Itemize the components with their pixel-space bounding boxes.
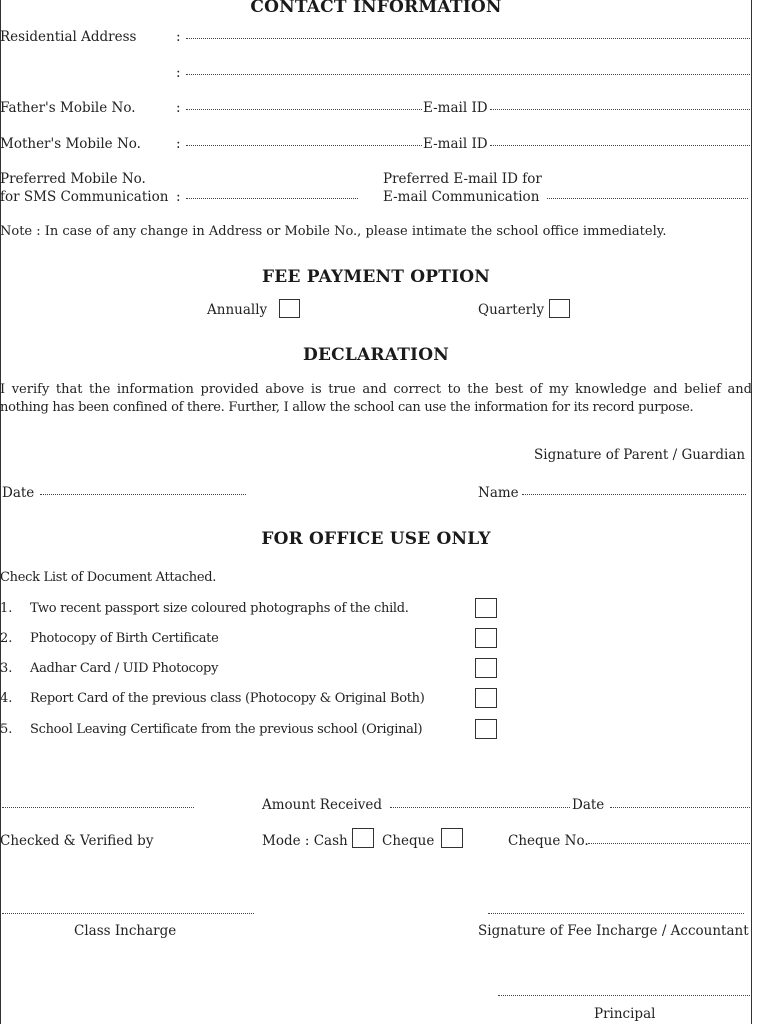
checklist-number: 3. (0, 661, 13, 676)
checklist-item-text: Two recent passport size coloured photographs of the child. (30, 601, 409, 616)
fee-incharge-label: Signature of Fee Incharge / Accountant (478, 923, 749, 939)
residential-address-line-1[interactable] (186, 38, 750, 39)
mother-email-field[interactable] (490, 145, 750, 146)
office-date-field[interactable] (610, 807, 750, 808)
colon: : (176, 29, 181, 45)
checklist-item-birth-certificate-checkbox[interactable] (475, 628, 497, 648)
colon: : (176, 65, 181, 81)
cheque-no-label: Cheque No. (508, 833, 589, 849)
checklist-item-text: Report Card of the previous class (Photocopy & Original Both) (30, 691, 425, 706)
class-incharge-signature-field[interactable] (2, 913, 254, 914)
annually-checkbox[interactable] (279, 299, 300, 318)
checked-by-signature-field[interactable] (2, 807, 194, 808)
checklist-item-aadhar-checkbox[interactable] (475, 658, 497, 678)
checklist-item-leaving-certificate-checkbox[interactable] (475, 719, 497, 739)
preferred-mobile-label-line1: Preferred Mobile No. (0, 171, 146, 187)
father-email-label: E-mail ID (423, 100, 488, 116)
checklist-number: 1. (0, 601, 13, 616)
cheque-no-field[interactable] (588, 843, 750, 844)
fee-heading: FEE PAYMENT OPTION (262, 267, 490, 287)
quarterly-label: Quarterly (478, 302, 545, 318)
preferred-email-label-line1: Preferred E-mail ID for (383, 171, 542, 187)
residential-address-label: Residential Address (0, 29, 137, 45)
colon: : (176, 189, 181, 205)
residential-address-line-2[interactable] (186, 74, 750, 75)
colon: : (176, 100, 181, 116)
checked-verified-label: Checked & Verified by (0, 833, 154, 849)
declaration-name-label: Name (478, 485, 519, 501)
parent-signature-label: Signature of Parent / Guardian (534, 447, 746, 463)
annually-label: Annually (207, 302, 268, 318)
checklist-title: Check List of Document Attached. (0, 570, 217, 585)
mother-mobile-label: Mother's Mobile No. (0, 136, 141, 152)
contact-heading: CONTACT INFORMATION (250, 0, 502, 17)
office-date-label: Date (572, 797, 605, 813)
declaration-text-line2: nothing has been confined of there. Further, I allow the school can use the information for its record purpose. (0, 400, 694, 415)
amount-received-field[interactable] (390, 807, 570, 808)
declaration-text-line1: I verify that the information provided above is true and correct to the best of my knowledge and belief and (0, 382, 752, 397)
father-mobile-field[interactable] (186, 109, 422, 110)
preferred-mobile-label-line2: for SMS Communication (0, 189, 169, 205)
checklist-item-text: Photocopy of Birth Certificate (30, 631, 219, 646)
quarterly-checkbox[interactable] (549, 299, 570, 318)
checklist-number: 5. (0, 722, 13, 737)
declaration-name-field[interactable] (522, 494, 746, 495)
mother-email-label: E-mail ID (423, 136, 488, 152)
mode-cash-label: Mode : Cash (262, 833, 348, 849)
preferred-mobile-field[interactable] (186, 198, 358, 199)
checklist-number: 2. (0, 631, 13, 646)
declaration-date-label: Date (2, 485, 35, 501)
father-mobile-label: Father's Mobile No. (0, 100, 136, 116)
mode-cheque-checkbox[interactable] (441, 828, 463, 848)
class-incharge-label: Class Incharge (74, 923, 177, 939)
principal-signature-field[interactable] (498, 995, 750, 996)
preferred-email-field[interactable] (547, 198, 748, 199)
mother-mobile-field[interactable] (186, 145, 422, 146)
checklist-number: 4. (0, 691, 13, 706)
change-note: Note : In case of any change in Address or Mobile No., please intimate the school office immediately. (0, 224, 667, 239)
preferred-email-label-line2: E-mail Communication (383, 189, 540, 205)
colon: : (176, 136, 181, 152)
mode-cash-checkbox[interactable] (352, 828, 374, 848)
checklist-item-photographs-checkbox[interactable] (475, 598, 497, 618)
mode-cheque-label: Cheque (382, 833, 435, 849)
office-heading: FOR OFFICE USE ONLY (261, 529, 491, 549)
checklist-item-text: School Leaving Certificate from the previous school (Original) (30, 722, 423, 737)
father-email-field[interactable] (490, 109, 750, 110)
declaration-date-field[interactable] (40, 494, 246, 495)
amount-received-label: Amount Received (262, 797, 383, 813)
fee-incharge-signature-field[interactable] (488, 913, 744, 914)
checklist-item-text: Aadhar Card / UID Photocopy (30, 661, 219, 676)
declaration-heading: DECLARATION (303, 345, 449, 365)
principal-label: Principal (594, 1006, 656, 1022)
checklist-item-report-card-checkbox[interactable] (475, 688, 497, 708)
